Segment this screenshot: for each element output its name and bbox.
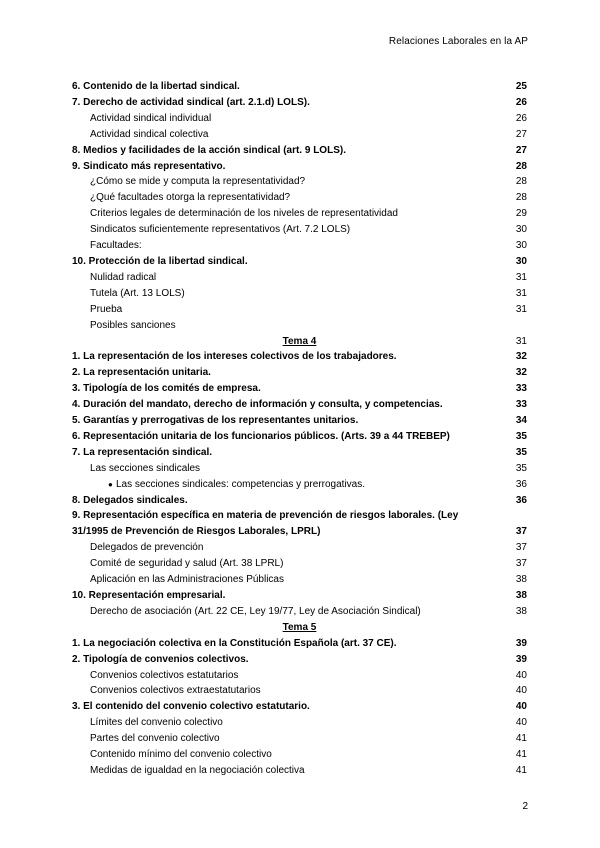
table-of-contents bbox=[72, 79, 527, 779]
toc-entry-page: 29 bbox=[515, 208, 527, 220]
toc-entry-page: 37 bbox=[515, 558, 527, 570]
toc-entry-page: 27 bbox=[515, 144, 527, 156]
running-header: Relaciones Laborales en la AP bbox=[388, 36, 528, 47]
toc-entry-title: 6. Representación unitaria de los funcionarios públicos. (Arts. 39 a 44 TREBEP) bbox=[72, 430, 450, 442]
toc-entry-title: Actividad sindical colectiva bbox=[90, 128, 209, 140]
toc-entry-title bbox=[72, 477, 527, 493]
toc-entry-title: Convenios colectivos extraestatutarios bbox=[90, 685, 261, 697]
toc-entry-title: 9. Sindicato más representativo. bbox=[72, 160, 226, 172]
toc-entry-title: ¿Qué facultades otorga la representatividad? bbox=[90, 192, 291, 204]
toc-entry[interactable] bbox=[72, 477, 527, 493]
toc-entry-title: 5. Garantías y prerrogativas de los representantes unitarios. bbox=[72, 415, 359, 427]
toc-entry[interactable] bbox=[72, 508, 527, 540]
toc-entry[interactable] bbox=[72, 652, 527, 668]
toc-entry[interactable] bbox=[72, 318, 527, 334]
toc-entry-page: 26 bbox=[515, 96, 527, 108]
toc-entry[interactable] bbox=[72, 763, 527, 779]
toc-entry[interactable] bbox=[72, 381, 527, 397]
toc-entry-title: Partes del convenio colectivo bbox=[90, 733, 220, 745]
toc-entry-title: 9. Representación específica en materia de prevención de riesgos laborales. (Ley 31/1995 de Prevención de Riesgos Laborales, LPRL) bbox=[72, 510, 459, 538]
toc-entry[interactable] bbox=[72, 413, 527, 429]
toc-entry-page: 39 bbox=[515, 653, 527, 665]
toc-entry-page: 31 bbox=[515, 303, 527, 315]
toc-entry-page: 32 bbox=[515, 367, 527, 379]
toc-entry[interactable] bbox=[72, 588, 527, 604]
toc-entry-title: 2. La representación unitaria. bbox=[72, 367, 211, 379]
toc-entry[interactable] bbox=[72, 572, 527, 588]
toc-entry-title: Derecho de asociación (Art. 22 CE, Ley 19/77, Ley de Asociación Sindical) bbox=[90, 605, 421, 617]
toc-entry-page: 40 bbox=[515, 685, 527, 697]
toc-entry-page: 40 bbox=[515, 717, 527, 729]
toc-entry-title: ¿Cómo se mide y computa la representatividad? bbox=[90, 176, 306, 188]
toc-section-heading[interactable] bbox=[72, 620, 527, 636]
toc-entry[interactable] bbox=[72, 540, 527, 556]
toc-entry-title: Posibles sanciones bbox=[90, 319, 176, 331]
toc-entry[interactable] bbox=[72, 206, 527, 222]
toc-entry-page: 37 bbox=[515, 542, 527, 554]
toc-entry-page: 39 bbox=[515, 637, 527, 649]
toc-entry-title: Comité de seguridad y salud (Art. 38 LPRL) bbox=[90, 558, 284, 570]
toc-entry-title: 1. La negociación colectiva en la Constitución Española (art. 37 CE). bbox=[72, 637, 397, 649]
toc-entry-page: 25 bbox=[515, 81, 527, 92]
toc-entry-page: 36 bbox=[515, 478, 527, 490]
toc-entry-title: Tema 4 bbox=[282, 335, 317, 347]
toc-entry-page: 38 bbox=[515, 574, 527, 586]
toc-entry-page: 40 bbox=[515, 701, 527, 713]
toc-entry-title: Delegados de prevención bbox=[90, 542, 204, 554]
toc-entry-title: 8. Delegados sindicales. bbox=[72, 494, 188, 506]
toc-entry[interactable] bbox=[72, 159, 527, 175]
page-number: 2 bbox=[522, 801, 528, 812]
toc-entry[interactable] bbox=[72, 111, 527, 127]
toc-entry[interactable] bbox=[72, 143, 527, 159]
toc-entry-title: Facultades: bbox=[90, 240, 142, 252]
toc-entry-title: Prueba bbox=[90, 303, 123, 315]
toc-entry-title: Actividad sindical individual bbox=[90, 112, 212, 124]
toc-entry[interactable] bbox=[72, 636, 527, 652]
toc-entry-title: 4. Duración del mandato, derecho de información y consulta, y competencias. bbox=[72, 399, 443, 411]
toc-entry-title: Tutela (Art. 13 LOLS) bbox=[90, 287, 185, 299]
toc-entry-page: 34 bbox=[515, 415, 527, 427]
toc-entry-page: 31 bbox=[515, 287, 527, 299]
bullet-icon: ● bbox=[108, 479, 113, 489]
toc-entry-page: 26 bbox=[515, 112, 527, 124]
toc-entry[interactable] bbox=[72, 286, 527, 302]
toc-entry[interactable] bbox=[72, 270, 527, 286]
toc-entry-page: 30 bbox=[515, 224, 527, 236]
toc-entry-page: 35 bbox=[515, 446, 527, 458]
toc-entry-title: Criterios legales de determinación de los niveles de representatividad bbox=[90, 208, 398, 220]
toc-entry-title: 3. El contenido del convenio colectivo estatutario. bbox=[72, 701, 310, 713]
toc-entry[interactable] bbox=[72, 493, 527, 509]
toc-entry-page: 41 bbox=[515, 733, 527, 745]
toc-entry-page: 28 bbox=[515, 176, 527, 188]
toc-entry[interactable] bbox=[72, 79, 527, 95]
toc-entry[interactable] bbox=[72, 397, 527, 413]
toc-entry-page: 31 bbox=[515, 335, 527, 347]
toc-entry[interactable] bbox=[72, 461, 527, 477]
toc-entry[interactable] bbox=[72, 222, 527, 238]
toc-entry-title: Contenido mínimo del convenio colectivo bbox=[90, 749, 272, 761]
toc-entry[interactable] bbox=[72, 668, 527, 684]
toc-entry[interactable] bbox=[72, 556, 527, 572]
toc-entry[interactable] bbox=[72, 238, 527, 254]
toc-entry[interactable] bbox=[72, 747, 527, 763]
toc-entry-page: 40 bbox=[515, 669, 527, 681]
toc-entry[interactable] bbox=[72, 683, 527, 699]
toc-entry-title: Medidas de igualdad en la negociación colectiva bbox=[90, 764, 305, 776]
toc-entry[interactable] bbox=[72, 429, 527, 445]
toc-entry-page: 36 bbox=[515, 494, 527, 506]
toc-entry-page: 38 bbox=[515, 605, 527, 617]
toc-entry-title: 3. Tipología de los comités de empresa. bbox=[72, 383, 261, 395]
toc-entry-page: 28 bbox=[515, 160, 527, 172]
toc-entry[interactable] bbox=[72, 174, 527, 190]
toc-entry-title: Nulidad radical bbox=[90, 271, 157, 283]
toc-entry-page: 37 bbox=[515, 526, 527, 538]
toc-entry[interactable] bbox=[72, 365, 527, 381]
toc-entry[interactable] bbox=[72, 302, 527, 318]
toc-entry-title: 10. Representación empresarial. bbox=[72, 590, 226, 601]
toc-entry-page: 35 bbox=[515, 462, 527, 474]
toc-entry-title: Tema 5 bbox=[282, 621, 317, 633]
toc-entry[interactable] bbox=[72, 190, 527, 206]
toc-entry[interactable] bbox=[72, 445, 527, 461]
toc-entry[interactable] bbox=[72, 604, 527, 620]
toc-entry-page: 41 bbox=[515, 764, 527, 776]
toc-entry-title: 10. Protección de la libertad sindical. bbox=[72, 255, 248, 267]
toc-entry-page: 41 bbox=[515, 749, 527, 761]
toc-entry-title: 6. Contenido de la libertad sindical. bbox=[72, 81, 240, 92]
toc-entry-page: 27 bbox=[515, 128, 527, 140]
toc-entry-page: 30 bbox=[515, 240, 527, 252]
toc-entry[interactable] bbox=[72, 254, 527, 270]
toc-entry-title: 2. Tipología de convenios colectivos. bbox=[72, 653, 249, 665]
toc-entry-page: 35 bbox=[515, 430, 527, 442]
toc-entry-page: 32 bbox=[515, 351, 527, 363]
toc-entry-page: 38 bbox=[515, 590, 527, 601]
toc-entry-title: Límites del convenio colectivo bbox=[90, 717, 223, 729]
toc-entry[interactable] bbox=[72, 95, 527, 111]
toc-entry[interactable] bbox=[72, 731, 527, 747]
toc-entry-text: Las secciones sindicales: competencias y prerrogativas. bbox=[116, 478, 366, 490]
toc-entry[interactable] bbox=[72, 349, 527, 365]
toc-entry-title: 8. Medios y facilidades de la acción sindical (art. 9 LOLS). bbox=[72, 144, 346, 156]
toc-entry-title: 7. Derecho de actividad sindical (art. 2.1.d) LOLS). bbox=[72, 96, 310, 108]
toc-entry[interactable] bbox=[72, 127, 527, 143]
toc-entry-title: Las secciones sindicales bbox=[90, 462, 201, 474]
toc-entry-title: Sindicatos suficientemente representativos (Art. 7.2 LOLS) bbox=[90, 224, 351, 236]
toc-entry-title: Aplicación en las Administraciones Públicas bbox=[90, 574, 284, 586]
toc-entry-page: 33 bbox=[515, 383, 527, 395]
toc-entry[interactable] bbox=[72, 699, 527, 715]
toc-entry[interactable] bbox=[72, 715, 527, 731]
toc-entry-title: 7. La representación sindical. bbox=[72, 446, 213, 458]
toc-entry-page: 33 bbox=[515, 399, 527, 411]
toc-entry-title: 1. La representación de los intereses colectivos de los trabajadores. bbox=[72, 351, 397, 363]
toc-entry-title: Convenios colectivos estatutarios bbox=[90, 669, 239, 681]
toc-section-heading[interactable] bbox=[72, 334, 527, 350]
toc-entry-page: 28 bbox=[515, 192, 527, 204]
toc-entry-page: 31 bbox=[515, 271, 527, 283]
toc-entry-page: 30 bbox=[515, 255, 527, 267]
